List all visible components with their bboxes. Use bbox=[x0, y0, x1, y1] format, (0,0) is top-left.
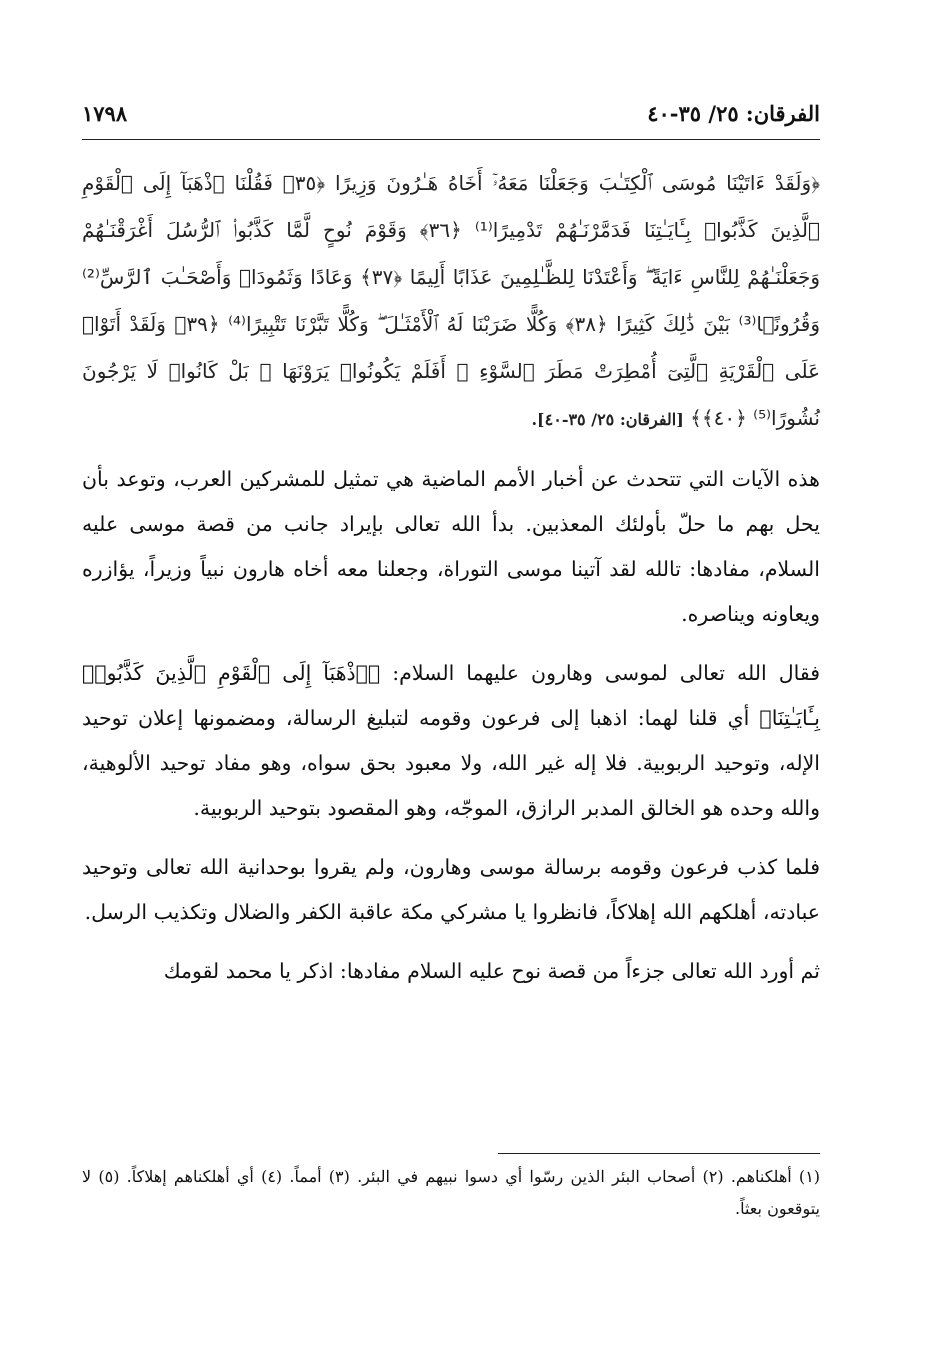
paragraph-1: هذه الآيات التي تتحدث عن أخبار الأمم الماضية هي تمثيل للمشركين العرب، وتوعد بأن يحل بهم ما حلّ بأولئك المعذبين. بدأ الله تعالى بإيراد جانب من قصة موسى عليه السلام، مفادها: تالله لقد آتينا موسى التوراة، وجعلنا معه أخاه هارون نبياً وزيراً، يؤازره ويعاونه ويناصره. bbox=[82, 467, 820, 626]
footnotes: (١) أهلكناهم. (٢) أصحاب البئر الذين رسّوا أي دسوا نبيهم في البئر. (٣) أمماً. (٤) أي أهلكناهم إهلاكاً. (٥) لا يتوقعون بعثاً. bbox=[82, 1167, 821, 1218]
book-page bbox=[82, 95, 820, 1245]
quran-verses-block bbox=[82, 160, 820, 443]
paragraph-4: ثم أورد الله تعالى جزءاً من قصة نوح عليه السلام مفادها: اذكر يا محمد لقومك bbox=[163, 959, 820, 983]
surah-reference-title: الفرقان: ٢٥/ ٣٥-٤٠ bbox=[647, 101, 820, 126]
page-number: ١٧٩٨ bbox=[82, 101, 128, 126]
footnote-divider bbox=[498, 1153, 820, 1154]
quran-verses-text: ﴿وَلَقَدْ ءَاتَيْنَا مُوسَى ٱلْكِتَـٰبَ وَجَعَلْنَا مَعَهُۥٓ أَخَاهُ هَـٰرُونَ وَزِيرًا ﴿٣٥﴾ فَقُلْنَا ٱذْهَبَآ إِلَى ٱلْقَوْمِ ٱلَّذِينَ كَذَّبُوا۟ بِـَٔايَـٰتِنَا فَدَمَّرْنَـٰهُمْ تَدْمِيرًا⁽¹⁾ ﴿٣٦﴾ وَقَوْمَ نُوحٍ لَّمَّا كَذَّبُوا۟ ٱلرُّسُلَ أَغْرَقْنَـٰهُمْ وَجَعَلْنَـٰهُمْ لِلنَّاسِ ءَايَةً ۖ وَأَعْتَدْنَا لِلظَّـٰلِمِينَ عَذَابًا أَلِيمًا ﴿٣٧﴾ وَعَادًا وَثَمُودَا۟ وَأَصْحَـٰبَ ٱلرَّسِّ⁽²⁾ وَقُرُونًۢا⁽³⁾ بَيْنَ ذَٰلِكَ كَثِيرًا ﴿٣٨﴾ وَكُلًّا ضَرَبْنَا لَهُ ٱلْأَمْثَـٰلَ ۖ وَكُلًّا تَبَّرْنَا تَتْبِيرًا⁽⁴⁾ ﴿٣٩﴾ وَلَقَدْ أَتَوْا۟ عَلَى ٱلْقَرْيَةِ ٱلَّتِىٓ أُمْطِرَتْ مَطَرَ ٱلسَّوْءِ ۚ أَفَلَمْ يَكُونُوا۟ يَرَوْنَهَا ۚ بَلْ كَانُوا۟ لَا يَرْجُونَ نُشُورًا⁽⁵⁾ ﴿٤٠﴾﴾ bbox=[82, 171, 820, 430]
page-header bbox=[82, 95, 820, 140]
paragraph-2: فقال الله تعالى لموسى وهارون عليهما السلام: ﴿ٱذْهَبَآ إِلَى ٱلْقَوْمِ ٱلَّذِينَ كَذَّبُوا۟ بِـَٔايَـٰتِنَا﴾ أي قلنا لهما: اذهبا إلى فرعون وقومه لتبليغ الرسالة، ومضمونها إعلان توحيد الإله، وتوحيد الربوبية. فلا إله غير الله، ولا معبود بحق سواه، وهو مفاد توحيد الألوهية، والله وحده هو الخالق المدبر الرازق، الموجّه، وهو المقصود بتوحيد الربوبية. bbox=[82, 661, 820, 820]
verse-reference: [الفرقان: ٢٥/ ٣٥-٤٠]. bbox=[531, 410, 684, 429]
paragraph-3: فلما كذب فرعون وقومه برسالة موسى وهارون، ولم يقروا بوحدانية الله تعالى وتوحيد عبادته، أهلكهم الله إهلاكاً، فانظروا يا مشركي مكة عاقبة الكفر والضلال وتكذيب الرسل. bbox=[82, 855, 820, 924]
